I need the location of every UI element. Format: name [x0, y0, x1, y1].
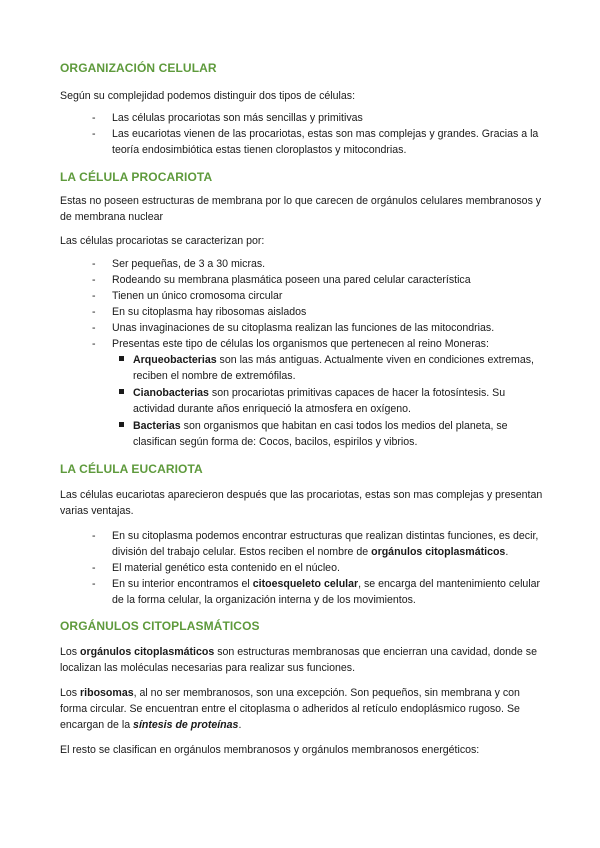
- heading-celula-procariota: LA CÉLULA PROCARIOTA: [60, 170, 213, 184]
- bullet-icon: [119, 389, 124, 394]
- list-eucariota-traits: [60, 528, 546, 608]
- list-item: - Presentas este tipo de células los organismos que pertenecen al reino Moneras:: [92, 338, 489, 350]
- list-item: - Las células procariotas son más sencillas y primitivas: [92, 112, 363, 124]
- paragraph-intro: Según su complejidad podemos distinguir dos tipos de células:: [60, 90, 356, 102]
- list-item: Bacterias son organismos que habitan en casi todos los medios del planeta, se clasifican según forma de: Cocos, bacilos, espirilos y vibrios.: [60, 418, 546, 450]
- document-page: [60, 56, 546, 758]
- paragraph-eucariota: Las células eucariotas aparecieron después que las procariotas, estas son mas complejas y presentan varias ventajas.: [60, 489, 543, 517]
- list-item: Arqueobacterias son las más antiguas. Actualmente viven en condiciones extremas, reciben el nombre de extremófilas.: [60, 352, 546, 384]
- bullet-icon: [119, 422, 124, 427]
- paragraph-organulos: Los orgánulos citoplasmáticos son estructuras membranosas que encierran una cavidad, donde se localizan las moléculas necesarias para realizar sus funciones.: [60, 646, 537, 674]
- list-item: - El material genético esta contenido en el núcleo.: [92, 562, 340, 574]
- list-item: - Ser pequeñas, de 3 a 30 micras.: [92, 258, 266, 270]
- list-moneras: [60, 352, 546, 450]
- heading-organizacion-celular: ORGANIZACIÓN CELULAR: [60, 61, 217, 75]
- list-item: - Tienen un único cromosoma circular: [92, 290, 283, 302]
- list-procariota-traits: [60, 256, 546, 352]
- list-item: - Rodeando su membrana plasmática poseen una pared celular característica: [92, 274, 471, 286]
- list-item: - En su interior encontramos el citoesqueleto celular, se encarga del mantenimiento celular de la forma celular, la organización interna y de los movimientos.: [92, 578, 541, 606]
- paragraph-procariota-1: Estas no poseen estructuras de membrana por lo que carecen de orgánulos celulares membranosos y de membrana nuclear: [60, 195, 542, 223]
- paragraph-ribosomas: Los ribosomas, al no ser membranosos, son una excepción. Son pequeños, sin membrana y con forma circular. Se encuentran entre el citoplasma o adheridos al retículo endoplásmico rugoso. Se encargan de la síntesis de proteínas.: [60, 687, 520, 731]
- list-cell-types: [60, 110, 546, 158]
- list-item: - Las eucariotas vienen de las procariotas, estas son mas complejas y grandes. Gracias a la teoría endosimbiótica estas tienen cloroplastos y mitocondrias.: [92, 128, 539, 156]
- paragraph-resto: El resto se clasifican en orgánulos membranosos y orgánulos membranosos energéticos:: [60, 744, 480, 756]
- heading-organulos-citoplasmaticos: ORGÁNULOS CITOPLASMÁTICOS: [60, 619, 260, 633]
- list-item: - En su citoplasma hay ribosomas aislados: [92, 306, 307, 318]
- list-item: - Unas invaginaciones de su citoplasma realizan las funciones de las mitocondrias.: [92, 322, 495, 334]
- heading-celula-eucariota: LA CÉLULA EUCARIOTA: [60, 462, 203, 476]
- paragraph-procariota-2: Las células procariotas se caracterizan por:: [60, 235, 265, 247]
- list-item: - En su citoplasma podemos encontrar estructuras que realizan distintas funciones, es decir, división del trabajo celular. Estos reciben el nombre de orgánulos citoplasmáticos.: [92, 530, 539, 558]
- bullet-icon: [119, 356, 124, 361]
- list-item: Cianobacterias son procariotas primitivas capaces de hacer la fotosíntesis. Su actividad durante años enriqueció la atmosfera en oxígeno.: [60, 385, 546, 417]
